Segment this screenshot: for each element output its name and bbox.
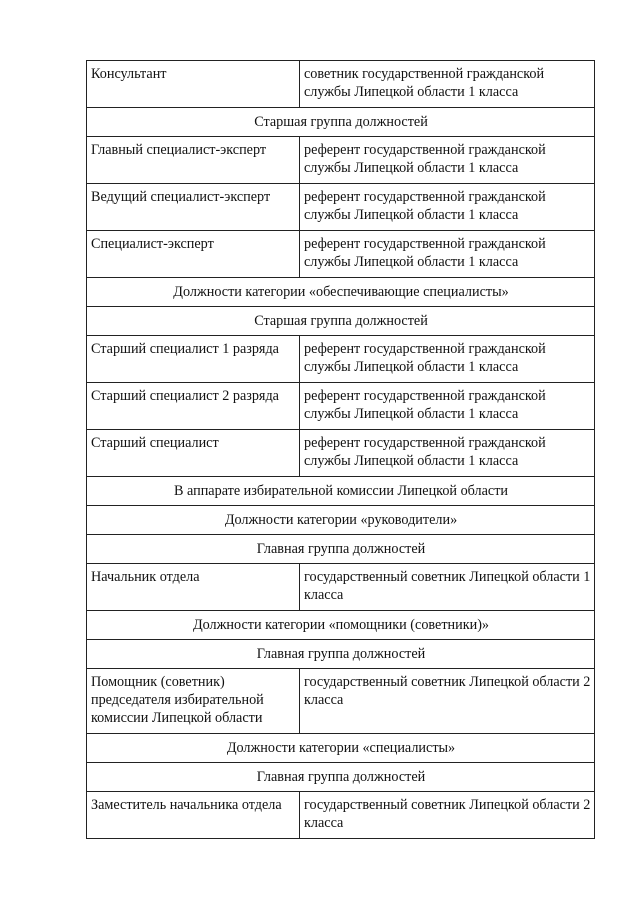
group-header-row	[87, 640, 595, 669]
table-row	[87, 430, 595, 477]
positions-table	[86, 60, 595, 839]
rank-cell: референт государственной гражданской службы Липецкой области 1 класса	[300, 231, 595, 278]
category-header-row	[87, 278, 595, 307]
rank-cell: советник государственной гражданской службы Липецкой области 1 класса	[300, 61, 595, 108]
position-cell: Помощник (советник) председателя избирательной комиссии Липецкой области	[87, 669, 300, 734]
rank-cell: референт государственной гражданской службы Липецкой области 1 класса	[300, 184, 595, 231]
group-header-row	[87, 763, 595, 792]
table-row	[87, 669, 595, 734]
position-cell: Начальник отдела	[87, 564, 300, 611]
table-row	[87, 137, 595, 184]
rank-cell: референт государственной гражданской службы Липецкой области 1 класса	[300, 137, 595, 184]
position-cell: Главный специалист-эксперт	[87, 137, 300, 184]
category-header-row	[87, 611, 595, 640]
rank-cell: референт государственной гражданской службы Липецкой области 1 класса	[300, 336, 595, 383]
position-cell: Старший специалист 2 разряда	[87, 383, 300, 430]
table-row	[87, 61, 595, 108]
group-header: Главная группа должностей	[87, 535, 595, 564]
position-cell: Заместитель начальника отдела	[87, 792, 300, 839]
table-row	[87, 792, 595, 839]
group-header: Старшая группа должностей	[87, 307, 595, 336]
table-row	[87, 231, 595, 278]
category-header: Должности категории «руководители»	[87, 506, 595, 535]
section-header-row	[87, 477, 595, 506]
group-header: Главная группа должностей	[87, 763, 595, 792]
category-header: Должности категории «специалисты»	[87, 734, 595, 763]
rank-cell: государственный советник Липецкой области 2 класса	[300, 669, 595, 734]
rank-cell: государственный советник Липецкой области 1 класса	[300, 564, 595, 611]
table-row	[87, 184, 595, 231]
rank-cell: референт государственной гражданской службы Липецкой области 1 класса	[300, 430, 595, 477]
position-cell: Старший специалист	[87, 430, 300, 477]
position-cell: Консультант	[87, 61, 300, 108]
rank-cell: референт государственной гражданской службы Липецкой области 1 класса	[300, 383, 595, 430]
group-header-row	[87, 535, 595, 564]
group-header-row	[87, 108, 595, 137]
document-page	[86, 60, 594, 839]
group-header-row	[87, 307, 595, 336]
category-header: Должности категории «помощники (советники)»	[87, 611, 595, 640]
table-row	[87, 564, 595, 611]
section-header: В аппарате избирательной комиссии Липецкой области	[87, 477, 595, 506]
position-cell: Старший специалист 1 разряда	[87, 336, 300, 383]
rank-cell: государственный советник Липецкой области 2 класса	[300, 792, 595, 839]
category-header-row	[87, 506, 595, 535]
category-header: Должности категории «обеспечивающие специалисты»	[87, 278, 595, 307]
table-row	[87, 336, 595, 383]
position-cell: Ведущий специалист-эксперт	[87, 184, 300, 231]
category-header-row	[87, 734, 595, 763]
table-row	[87, 383, 595, 430]
group-header: Старшая группа должностей	[87, 108, 595, 137]
group-header: Главная группа должностей	[87, 640, 595, 669]
position-cell: Специалист-эксперт	[87, 231, 300, 278]
